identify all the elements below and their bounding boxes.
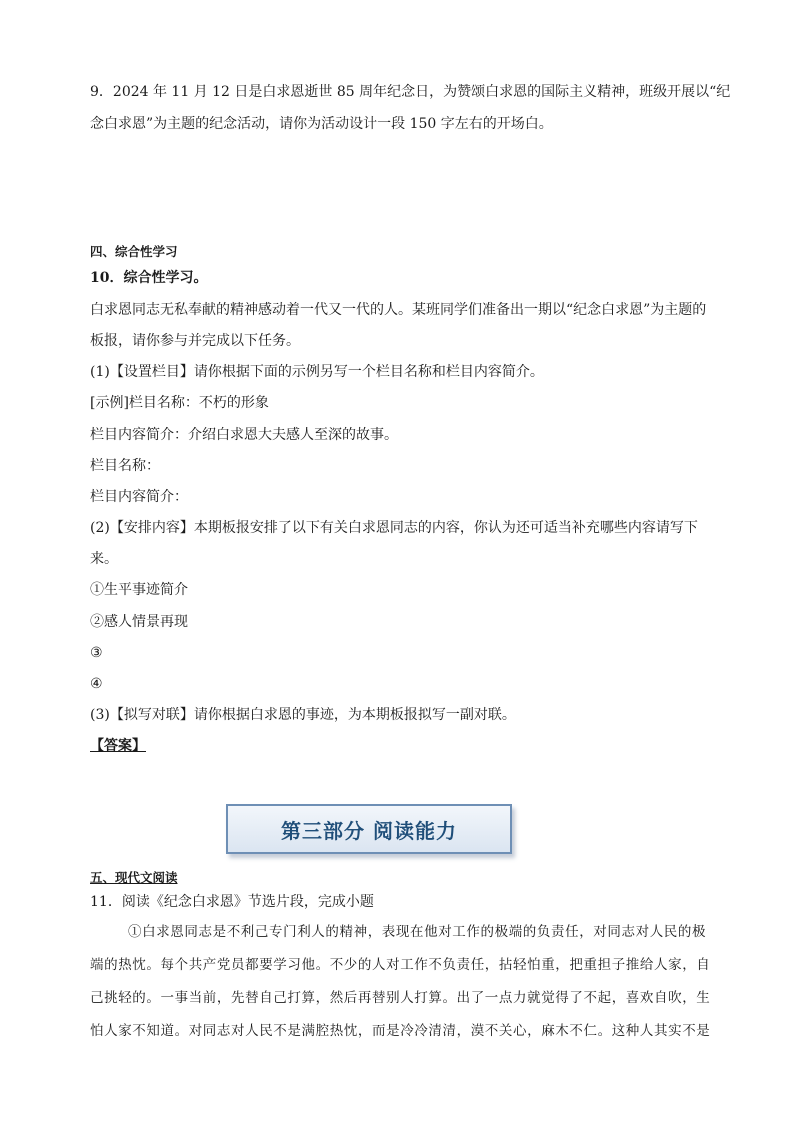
q10-blank-intro: 栏目内容简介：: [90, 489, 188, 505]
q11-passage-line-3: 己挑轻的。一事当前，先替自己打算，然后再替别人打算。出了一点力就觉得了不起，喜欢自吹，生: [90, 990, 711, 1006]
q11-passage-line-1: ①白求恩同志是不利己专门利人的精神，表现在他对工作的极端的负责任，对同志对人民的极: [128, 924, 707, 940]
q11-passage-line-2: 端的热忱。每个共产党员都要学习他。不少的人对工作不负责任，拈轻怕重，把重担子推给人家，自: [90, 957, 711, 973]
q10-example-intro: 栏目内容简介：介绍白求恩大夫感人至深的故事。: [90, 427, 398, 443]
q10-item-2: ②感人情景再现: [90, 614, 188, 630]
q10-example-name: [示例]栏目名称：不朽的形象: [90, 395, 269, 411]
q10-task-3: (3)【拟写对联】请你根据白求恩的事迹，为本期板报拟写一副对联。: [90, 707, 516, 723]
q10-item-3: ③: [90, 645, 103, 661]
q10-blank-name: 栏目名称：: [90, 458, 160, 474]
q10-task-2-line-1: (2)【安排内容】本期板报安排了以下有关白求恩同志的内容，你认为还可适当补充哪些内容请写下: [90, 520, 698, 536]
q10-task-2-line-2: 来。: [90, 551, 118, 567]
part-three-banner: [226, 804, 512, 854]
q11-title: 11．阅读《纪念白求恩》节选片段，完成小题: [90, 894, 374, 910]
q10-item-1: ①生平事迹简介: [90, 582, 188, 598]
q10-task-1: (1)【设置栏目】请你根据下面的示例另写一个栏目名称和栏目内容简介。: [90, 364, 544, 380]
q9-line-1: 9．2024 年 11 月 12 日是白求恩逝世 85 周年纪念日，为赞颂白求恩的国际主义精神，班级开展以“纪: [90, 84, 731, 100]
q10-intro-line-1: 白求恩同志无私奉献的精神感动着一代又一代的人。某班同学们准备出一期以“纪念白求恩”为主题的: [90, 302, 707, 318]
q10-title: 10．综合性学习。: [90, 270, 208, 286]
q11-passage-line-4: 怕人家不知道。对同志对人民不是满腔热忱，而是冷冷清清，漠不关心，麻木不仁。这种人其实不是: [90, 1023, 711, 1039]
section-5-heading: 五、现代文阅读: [90, 870, 178, 885]
answer-label: 【答案】: [90, 738, 146, 754]
section-4-heading: 四、综合性学习: [90, 244, 178, 259]
q10-item-4: ④: [90, 676, 103, 692]
q10-intro-line-2: 板报，请你参与并完成以下任务。: [90, 333, 300, 349]
q9-line-2: 念白求恩”为主题的纪念活动，请你为活动设计一段 150 字左右的开场白。: [90, 116, 553, 132]
part-three-title: 第三部分 阅读能力: [281, 818, 457, 843]
